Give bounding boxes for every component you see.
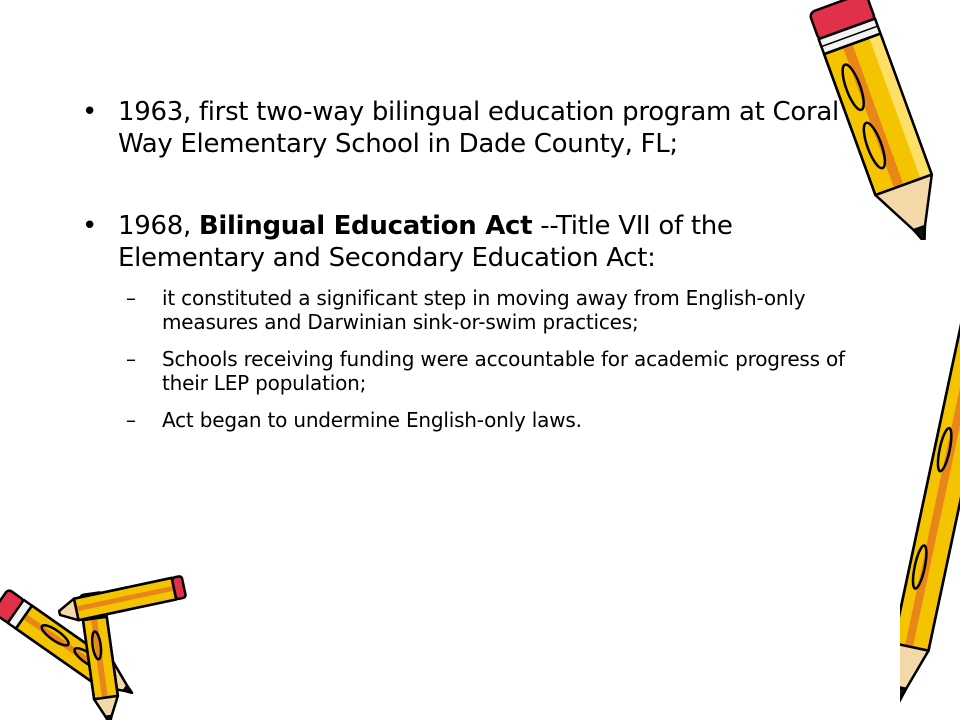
bullet-list: [82, 96, 872, 445]
dash-marker: –: [126, 408, 136, 432]
bullet-marker: •: [82, 211, 98, 241]
pencil-clipart-right-edge: [900, 300, 960, 720]
pencil-clipart-top-right: [800, 0, 960, 240]
sub-bullet-item: [126, 408, 872, 432]
dash-marker: –: [126, 347, 136, 371]
sub-bullet-list: [126, 286, 872, 432]
sub-bullet-item: [126, 347, 872, 395]
bullet-item-1968: [82, 210, 872, 274]
bullet-item-1963: [82, 96, 872, 160]
bullet-text-suffix: --Title VII of the Elementary and Secondary Education Act:: [118, 211, 733, 273]
bullet-text: 1963, first two-way bilingual education program at Coral Way Elementary School in Dade County, FL;: [118, 97, 839, 159]
sub-bullet-text: Act began to undermine English-only laws.: [162, 408, 582, 432]
bullet-text-prefix: 1968,: [118, 211, 199, 241]
bullet-marker: •: [82, 97, 98, 127]
pencils-clipart-bottom-left: [0, 570, 200, 720]
sub-bullet-text: it constituted a significant step in moving away from English-only measures and Darwinian sink-or-swim practices;: [162, 286, 806, 334]
bullet-text-bold: Bilingual Education Act: [198, 211, 533, 241]
sub-bullet-text: Schools receiving funding were accountable for academic progress of their LEP population;: [162, 347, 845, 395]
sub-bullet-item: [126, 286, 872, 334]
dash-marker: –: [126, 286, 136, 310]
